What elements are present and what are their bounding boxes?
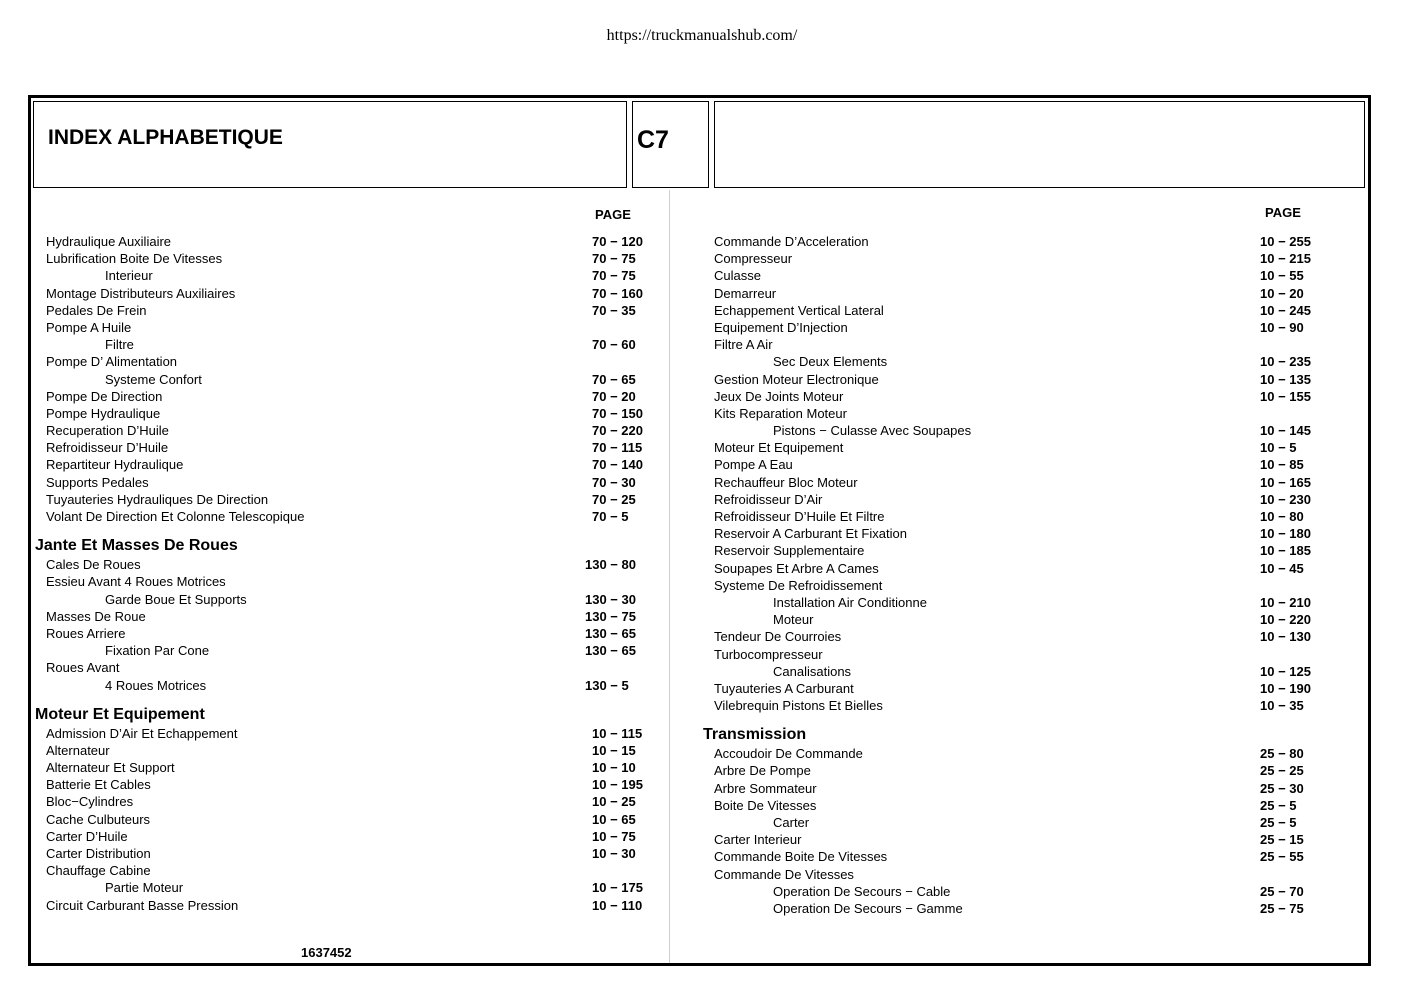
index-entry	[0, 508, 669, 525]
index-entry	[669, 405, 1369, 422]
entry-label: Repartiteur Hydraulique	[46, 457, 184, 473]
index-entry	[0, 591, 669, 608]
document-code: 1637452	[301, 945, 352, 960]
index-entry	[669, 233, 1369, 250]
index-entry	[669, 831, 1369, 848]
entry-label: Refroidisseur D’Air	[714, 491, 823, 507]
entry-label: Accoudoir De Commande	[714, 746, 863, 762]
entry-label: Carter Interieur	[714, 832, 802, 848]
index-entry	[0, 811, 669, 828]
index-entry	[669, 285, 1369, 302]
entry-page-ref: 10 − 230	[1260, 491, 1311, 507]
index-entry	[0, 625, 669, 642]
index-entry	[669, 267, 1369, 284]
index-entry	[669, 848, 1369, 865]
entry-label: Masses De Roue	[46, 608, 146, 624]
entry-label: Partie Moteur	[105, 880, 184, 896]
index-entry	[669, 780, 1369, 797]
entry-page-ref: 10 − 130	[1260, 629, 1311, 645]
entry-label: Alternateur	[46, 742, 110, 758]
index-entry	[0, 474, 669, 491]
index-entry	[0, 285, 669, 302]
entry-label: Commande De Vitesses	[714, 866, 854, 882]
entry-page-ref: 10 − 5	[1260, 440, 1297, 456]
index-entry	[669, 456, 1369, 473]
index-entry	[669, 525, 1369, 542]
index-entry	[669, 900, 1369, 917]
index-entry	[0, 759, 669, 776]
entry-label: Garde Boue Et Supports	[105, 591, 247, 607]
index-entry	[669, 508, 1369, 525]
entry-page-ref: 10 − 245	[1260, 302, 1311, 318]
index-entry	[0, 742, 669, 759]
section-heading: Transmission	[703, 726, 807, 744]
index-entry	[669, 560, 1369, 577]
entry-label: Lubrification Boite De Vitesses	[46, 251, 223, 267]
entry-label: Carter D’Huile	[46, 828, 128, 844]
entry-label: Refroidisseur D’Huile Et Filtre	[714, 509, 885, 524]
entry-page-ref: 130 − 75	[585, 608, 636, 624]
index-entry	[669, 680, 1369, 697]
entry-label: Hydraulique Auxiliaire	[46, 234, 172, 249]
entry-label: Boite De Vitesses	[714, 797, 817, 813]
index-entry	[669, 745, 1369, 762]
entry-page-ref: 25 − 80	[1260, 746, 1304, 762]
entry-page-ref: 25 − 75	[1260, 900, 1304, 916]
index-entry	[669, 594, 1369, 611]
entry-label: Fixation Par Cone	[105, 643, 210, 659]
entry-page-ref: 10 − 145	[1260, 423, 1311, 439]
entry-page-ref: 10 − 110	[592, 897, 643, 913]
index-entry	[669, 388, 1369, 405]
entry-page-ref: 70 − 20	[592, 388, 636, 404]
entry-page-ref: 10 − 10	[592, 760, 636, 776]
entry-page-ref: 10 − 215	[1260, 251, 1311, 267]
index-entry	[669, 814, 1369, 831]
entry-page-ref: 10 − 20	[1260, 285, 1304, 301]
entry-label: Rechauffeur Bloc Moteur	[714, 474, 858, 490]
entry-page-ref: 70 − 220	[592, 423, 643, 439]
entry-page-ref: 25 − 15	[1260, 832, 1304, 848]
entry-label: Kits Reparation Moteur	[714, 405, 847, 421]
section-heading-row	[669, 723, 1369, 745]
entry-label: 4 Roues Motrices	[105, 677, 207, 693]
entry-page-ref: 70 − 30	[592, 474, 636, 490]
entry-label: Carter	[773, 815, 810, 830]
index-entry	[0, 862, 669, 879]
entry-page-ref: 10 − 180	[1260, 526, 1311, 542]
index-entry	[669, 422, 1369, 439]
entry-page-ref: 10 − 235	[1260, 354, 1311, 370]
entry-label: Commande D’Acceleration	[714, 234, 869, 249]
entry-page-ref: 130 − 65	[585, 625, 636, 641]
index-entry	[669, 628, 1369, 645]
entry-page-ref: 10 − 185	[1260, 543, 1311, 559]
index-entry	[0, 319, 669, 336]
index-entry	[669, 663, 1369, 680]
entry-label: Systeme Confort	[105, 371, 202, 387]
section-code: C7	[637, 126, 669, 154]
entry-label: Sec Deux Elements	[773, 354, 888, 370]
entry-label: Turbocompresseur	[714, 646, 823, 662]
index-entry	[669, 762, 1369, 779]
index-entry	[669, 371, 1369, 388]
index-entry	[669, 542, 1369, 559]
entry-page-ref: 10 − 30	[592, 846, 636, 861]
index-entry	[0, 353, 669, 370]
entry-label: Admission D’Air Et Echappement	[46, 725, 238, 741]
index-entry	[0, 250, 669, 267]
index-entry	[669, 336, 1369, 353]
entry-page-ref: 10 − 80	[1260, 509, 1304, 524]
entry-page-ref: 10 − 175	[592, 880, 643, 896]
entry-page-ref: 10 − 15	[592, 742, 636, 758]
entry-label: Compresseur	[714, 251, 793, 267]
entry-label: Moteur Et Equipement	[714, 440, 844, 456]
entry-label: Moteur	[773, 612, 814, 628]
entry-label: Circuit Carburant Basse Pression	[46, 897, 239, 913]
entry-label: Arbre Sommateur	[714, 780, 817, 796]
entry-label: Interieur	[105, 268, 153, 284]
entry-label: Roues Avant	[46, 660, 120, 676]
index-entry	[669, 611, 1369, 628]
index-entry	[669, 439, 1369, 456]
index-column-left	[0, 233, 669, 914]
entry-label: Cache Culbuteurs	[46, 811, 151, 827]
entry-page-ref: 10 − 125	[1260, 663, 1311, 679]
entry-page-ref: 130 − 80	[585, 557, 636, 573]
entry-page-ref: 70 − 65	[592, 371, 636, 387]
index-entry	[0, 336, 669, 353]
entry-label: Tuyauteries Hydrauliques De Direction	[46, 491, 269, 507]
index-entry	[0, 776, 669, 793]
entry-page-ref: 70 − 160	[592, 285, 643, 301]
entry-label: Essieu Avant 4 Roues Motrices	[46, 574, 226, 590]
entry-page-ref: 10 − 255	[1260, 234, 1311, 249]
entry-page-ref: 10 − 220	[1260, 612, 1311, 628]
entry-page-ref: 70 − 35	[592, 302, 636, 318]
entry-label: Equipement D’Injection	[714, 319, 848, 335]
index-entry	[0, 388, 669, 405]
index-entry	[0, 725, 669, 742]
index-entry	[0, 556, 669, 573]
entry-label: Batterie Et Cables	[46, 777, 151, 793]
entry-label: Reservoir A Carburant Et Fixation	[714, 526, 907, 542]
page-column-header-left: PAGE	[595, 207, 631, 222]
entry-label: Pompe D’ Alimentation	[46, 354, 178, 370]
entry-label: Canalisations	[773, 663, 852, 679]
page-title: INDEX ALPHABETIQUE	[48, 126, 283, 149]
entry-page-ref: 10 − 210	[1260, 594, 1311, 610]
entry-page-ref: 130 − 30	[585, 591, 636, 607]
entry-page-ref: 70 − 120	[592, 234, 643, 249]
index-entry	[0, 845, 669, 862]
entry-page-ref: 70 − 150	[592, 405, 643, 421]
entry-label: Tendeur De Courroies	[714, 629, 842, 645]
index-entry	[669, 797, 1369, 814]
entry-page-ref: 10 − 45	[1260, 560, 1304, 576]
title-box	[33, 101, 627, 188]
entry-label: Refroidisseur D’Huile	[46, 440, 169, 456]
entry-page-ref: 10 − 85	[1260, 457, 1304, 473]
entry-page-ref: 10 − 165	[1260, 474, 1311, 490]
source-url: https://truckmanualshub.com/	[606, 27, 798, 44]
entry-label: Systeme De Refroidissement	[714, 577, 883, 593]
entry-label: Pompe Hydraulique	[46, 405, 161, 421]
entry-label: Installation Air Conditionne	[773, 594, 927, 610]
index-entry	[0, 439, 669, 456]
index-entry	[669, 250, 1369, 267]
entry-label: Demarreur	[714, 285, 777, 301]
entry-page-ref: 10 − 135	[1260, 371, 1311, 387]
entry-page-ref: 10 − 25	[592, 794, 636, 810]
entry-label: Arbre De Pompe	[714, 763, 811, 779]
entry-page-ref: 10 − 115	[592, 725, 643, 741]
entry-page-ref: 25 − 5	[1260, 797, 1297, 813]
entry-label: Pompe De Direction	[46, 388, 163, 404]
section-heading: Moteur Et Equipement	[35, 705, 205, 723]
entry-label: Filtre A Air	[714, 337, 773, 353]
entry-page-ref: 25 − 70	[1260, 883, 1304, 899]
entry-label: Pompe A Huile	[46, 319, 132, 335]
index-entry	[0, 573, 669, 590]
entry-page-ref: 10 − 190	[1260, 680, 1311, 696]
entry-label: Operation De Secours − Gamme	[773, 900, 963, 916]
index-entry	[0, 422, 669, 439]
index-entry	[0, 608, 669, 625]
entry-label: Carter Distribution	[46, 846, 151, 861]
entry-page-ref: 25 − 25	[1260, 763, 1304, 779]
index-entry	[0, 371, 669, 388]
entry-page-ref: 70 − 5	[592, 509, 629, 524]
index-entry	[669, 866, 1369, 883]
section-heading-row	[0, 534, 669, 556]
entry-page-ref: 70 − 75	[592, 268, 636, 284]
entry-label: Alternateur Et Support	[46, 760, 175, 776]
index-entry	[0, 659, 669, 676]
entry-page-ref: 130 − 5	[585, 677, 629, 693]
entry-label: Commande Boite De Vitesses	[714, 849, 888, 865]
entry-label: Volant De Direction Et Colonne Telescopique	[46, 509, 305, 524]
entry-page-ref: 25 − 55	[1260, 849, 1304, 865]
index-entry	[0, 793, 669, 810]
entry-label: Pistons − Culasse Avec Soupapes	[773, 423, 972, 439]
index-column-right	[669, 233, 1369, 917]
index-entry	[669, 883, 1369, 900]
index-entry	[0, 677, 669, 694]
entry-label: Montage Distributeurs Auxiliaires	[46, 285, 236, 301]
index-entry	[669, 697, 1369, 714]
index-entry	[669, 577, 1369, 594]
index-entry	[0, 491, 669, 508]
entry-label: Operation De Secours − Cable	[773, 883, 951, 899]
index-entry	[0, 456, 669, 473]
index-entry	[0, 302, 669, 319]
entry-page-ref: 10 − 195	[592, 777, 643, 793]
entry-label: Reservoir Supplementaire	[714, 543, 865, 559]
entry-page-ref: 10 − 90	[1260, 319, 1304, 335]
page-column-header-right: PAGE	[1265, 205, 1301, 220]
entry-label: Gestion Moteur Electronique	[714, 371, 879, 387]
entry-label: Tuyauteries A Carburant	[714, 680, 854, 696]
index-entry	[0, 897, 669, 914]
index-entry	[669, 319, 1369, 336]
entry-page-ref: 70 − 25	[592, 491, 636, 507]
entry-page-ref: 25 − 5	[1260, 815, 1297, 830]
entry-label: Pompe A Eau	[714, 457, 793, 473]
index-entry	[669, 474, 1369, 491]
entry-label: Pedales De Frein	[46, 302, 147, 318]
entry-label: Recuperation D’Huile	[46, 423, 169, 439]
entry-page-ref: 70 − 75	[592, 251, 636, 267]
entry-page-ref: 70 − 140	[592, 457, 643, 473]
entry-label: Supports Pedales	[46, 474, 149, 490]
index-entry	[0, 879, 669, 896]
entry-label: Roues Arriere	[46, 625, 126, 641]
index-entry	[0, 267, 669, 284]
index-entry	[0, 828, 669, 845]
index-entry	[669, 302, 1369, 319]
entry-page-ref: 10 − 65	[592, 811, 636, 827]
entry-page-ref: 25 − 30	[1260, 780, 1304, 796]
entry-label: Vilebrequin Pistons Et Bielles	[714, 698, 883, 714]
entry-page-ref: 10 − 55	[1260, 268, 1304, 284]
entry-page-ref: 10 − 35	[1260, 698, 1304, 714]
index-entry	[0, 405, 669, 422]
entry-label: Cales De Roues	[46, 557, 141, 573]
entry-label: Echappement Vertical Lateral	[714, 302, 884, 318]
blank-header-box	[714, 101, 1365, 188]
index-entry	[0, 642, 669, 659]
entry-label: Chauffage Cabine	[46, 863, 151, 879]
entry-label: Filtre	[105, 337, 134, 353]
section-heading: Jante Et Masses De Roues	[35, 537, 238, 555]
section-heading-row	[0, 703, 669, 725]
entry-page-ref: 10 − 75	[592, 828, 636, 844]
index-entry	[669, 491, 1369, 508]
entry-label: Bloc−Cylindres	[46, 794, 134, 810]
entry-page-ref: 130 − 65	[585, 643, 636, 659]
index-entry	[0, 233, 669, 250]
entry-page-ref: 10 − 155	[1260, 388, 1311, 404]
entry-label: Soupapes Et Arbre A Cames	[714, 560, 879, 576]
index-entry	[669, 353, 1369, 370]
entry-page-ref: 70 − 115	[592, 440, 643, 456]
entry-label: Jeux De Joints Moteur	[714, 388, 844, 404]
entry-page-ref: 70 − 60	[592, 337, 636, 353]
index-entry	[669, 646, 1369, 663]
code-box	[632, 101, 709, 188]
entry-label: Culasse	[714, 268, 761, 284]
